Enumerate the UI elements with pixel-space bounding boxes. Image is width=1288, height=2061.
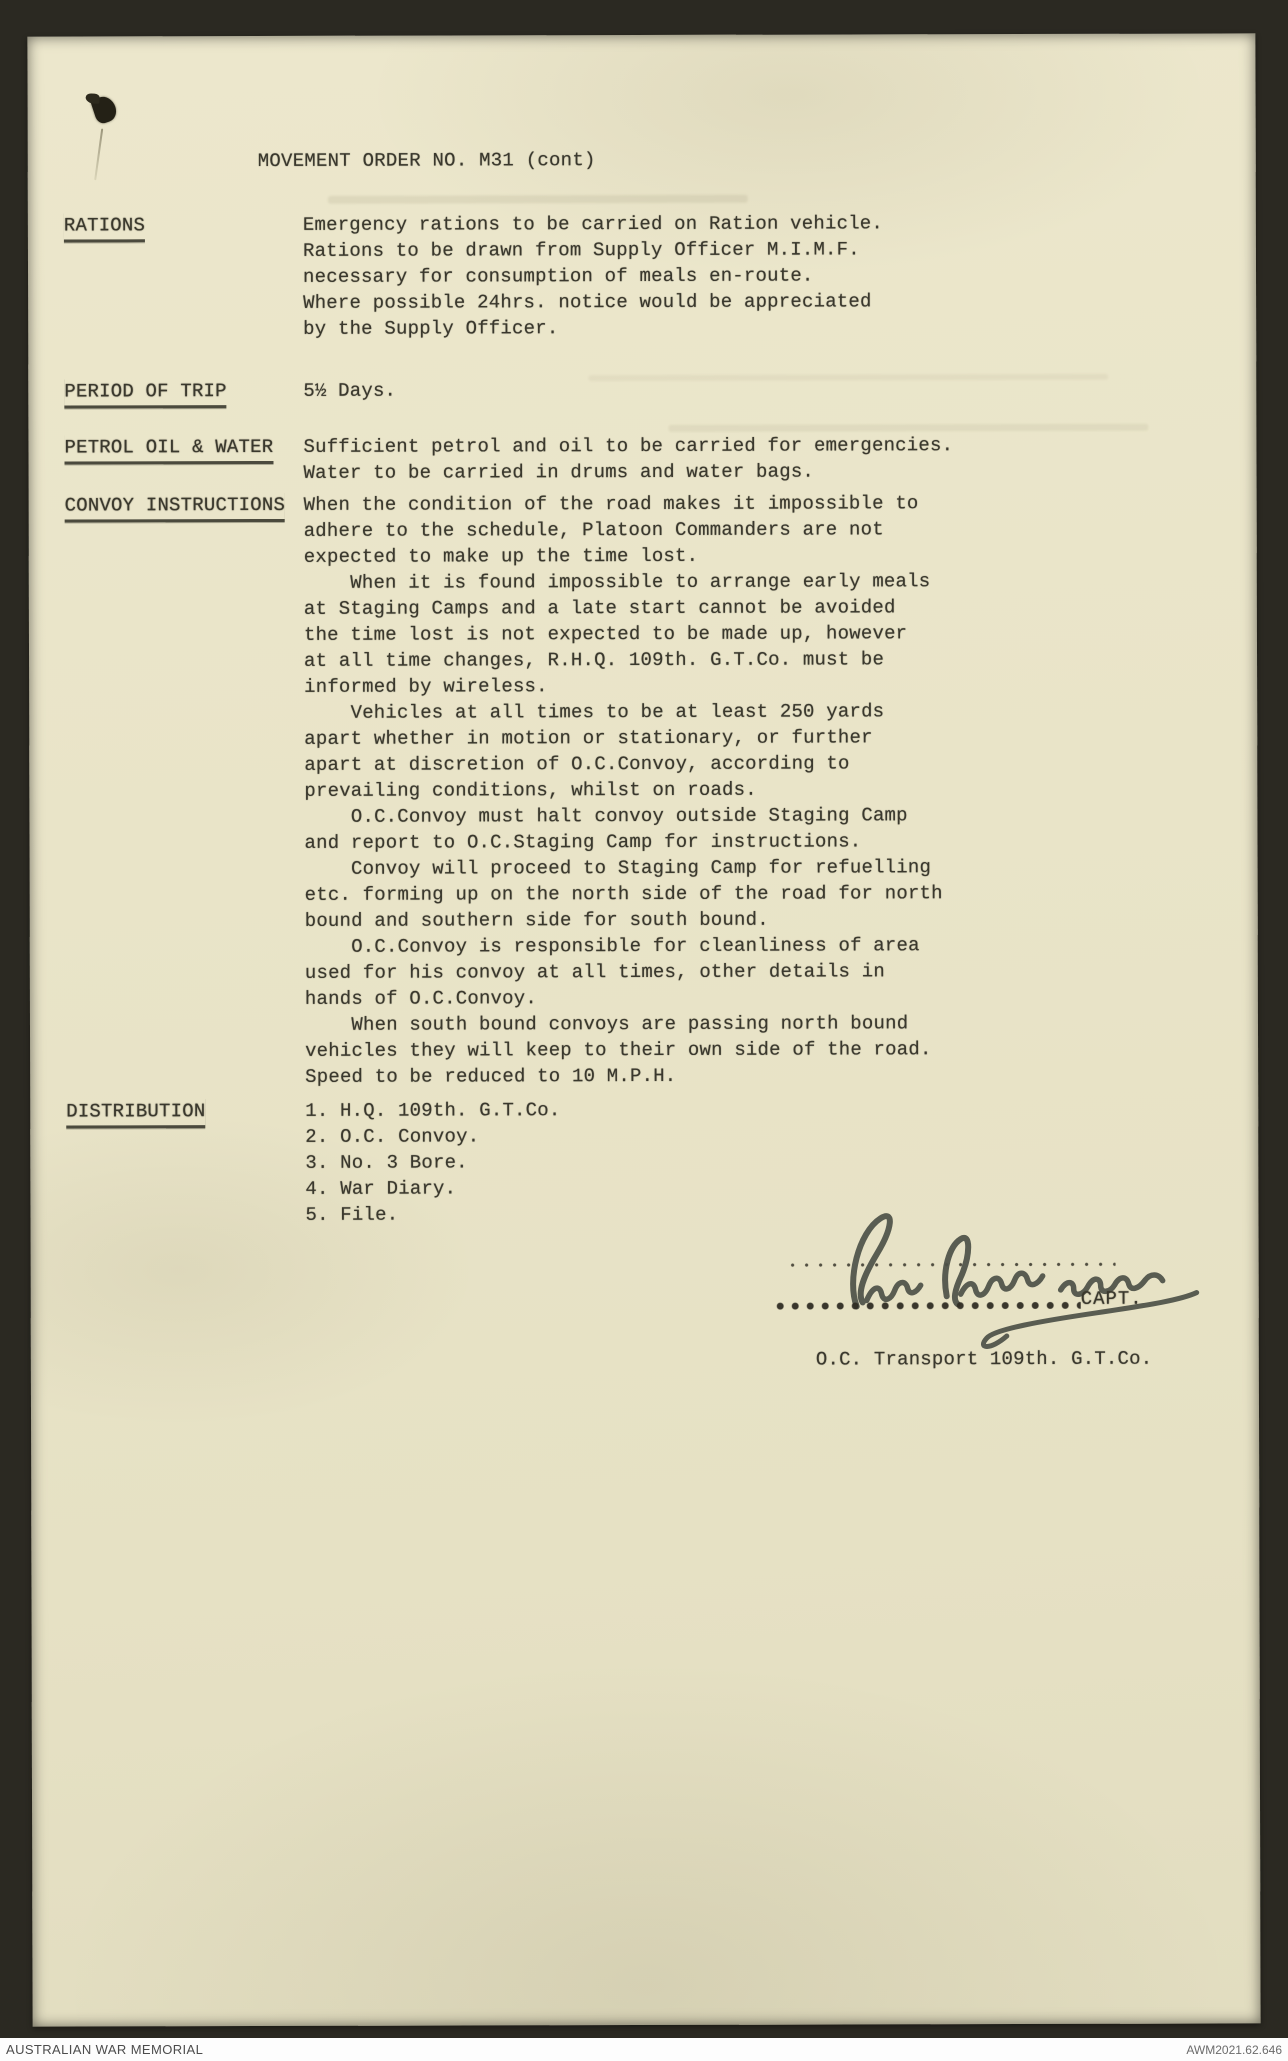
archive-id: AWM2021.62.646 bbox=[1186, 2042, 1282, 2057]
section-petrol-oil-water bbox=[64, 431, 1236, 486]
section-convoy-instructions bbox=[65, 489, 1239, 1090]
section-label-col bbox=[66, 1098, 305, 1129]
signature-rank: CAPT. bbox=[1080, 1287, 1143, 1310]
section-body: When the condition of the road makes it impossible to adhere to the schedule, Platoon Commanders are not expected to make up the time lost. When it is found impossible to arrange early meals at Staging Camps and a late start cannot be avoided the time lost is not expected to be made up, however at all time changes, R.H.Q. 109th. G.T.Co. must be informed by wireless. Vehicles at all times to be at least 250 yards apart whether in motion or stationary, or further apart at discretion of O.C.Convoy, according to prevailing conditions, whilst on roads. O.C.Convoy must halt convoy outside Staging Camp and report to O.C.Staging Camp for instructions. Convoy will proceed to Staging Camp for refuelling etc. forming up on the north side of the road for north bound and southern side for south bound. O.C.Convoy is responsible for cleanliness of area used for his convoy at all times, other details in hands of O.C.Convoy. When south bound convoys are passing north bound vehicles they will keep to their own side of the road. Speed to be reduced to 10 M.P.H. bbox=[303, 492, 943, 1088]
handwritten-signature bbox=[818, 1210, 1198, 1346]
signature-title: O.C. Transport 109th. G.T.Co. bbox=[815, 1347, 1153, 1371]
section-label-col bbox=[65, 492, 304, 523]
section-body: Emergency rations to be carried on Ration vehicle. Rations to be drawn from Supply Officer M.I.M.F. necessary for consumption of meals en-route. Where possible 24hrs. notice would be appreciated by the Supply Officer. bbox=[302, 212, 884, 340]
section-label: DISTRIBUTION bbox=[66, 1098, 205, 1128]
ink-smudge bbox=[328, 195, 748, 204]
section-body: Sufficient petrol and oil to be carried for emergencies. Water to be carried in drums and water bags. bbox=[303, 434, 954, 484]
section-label: CONVOY INSTRUCTIONS bbox=[65, 492, 286, 523]
section-label-col bbox=[64, 378, 303, 409]
paper-crease bbox=[94, 129, 103, 181]
section-period-of-trip bbox=[64, 375, 1236, 408]
archive-footer bbox=[0, 2038, 1288, 2061]
section-body: 5½ Days. bbox=[303, 379, 397, 402]
document-title: MOVEMENT ORDER NO. M31 (cont) bbox=[257, 149, 596, 173]
dotted-line-heavy bbox=[773, 1301, 1081, 1311]
section-body: 1. H.Q. 109th. G.T.Co. 2. O.C. Convoy. 3. No. 3 Bore. 4. War Diary. 5. File. bbox=[305, 1099, 561, 1226]
document-page bbox=[27, 33, 1260, 2026]
section-distribution bbox=[66, 1095, 1238, 1228]
section-label: RATIONS bbox=[64, 212, 145, 242]
signature-line-row bbox=[773, 1286, 1143, 1313]
section-label: PETROL OIL & WATER bbox=[64, 434, 273, 465]
ink-smudge bbox=[668, 424, 1148, 432]
section-label: PERIOD OF TRIP bbox=[64, 378, 227, 408]
paper-hole bbox=[90, 94, 119, 126]
section-label-col bbox=[64, 212, 303, 243]
archive-name: AUSTRALIAN WAR MEMORIAL bbox=[6, 2042, 204, 2057]
section-rations bbox=[64, 209, 1236, 342]
section-label-col bbox=[64, 434, 303, 465]
